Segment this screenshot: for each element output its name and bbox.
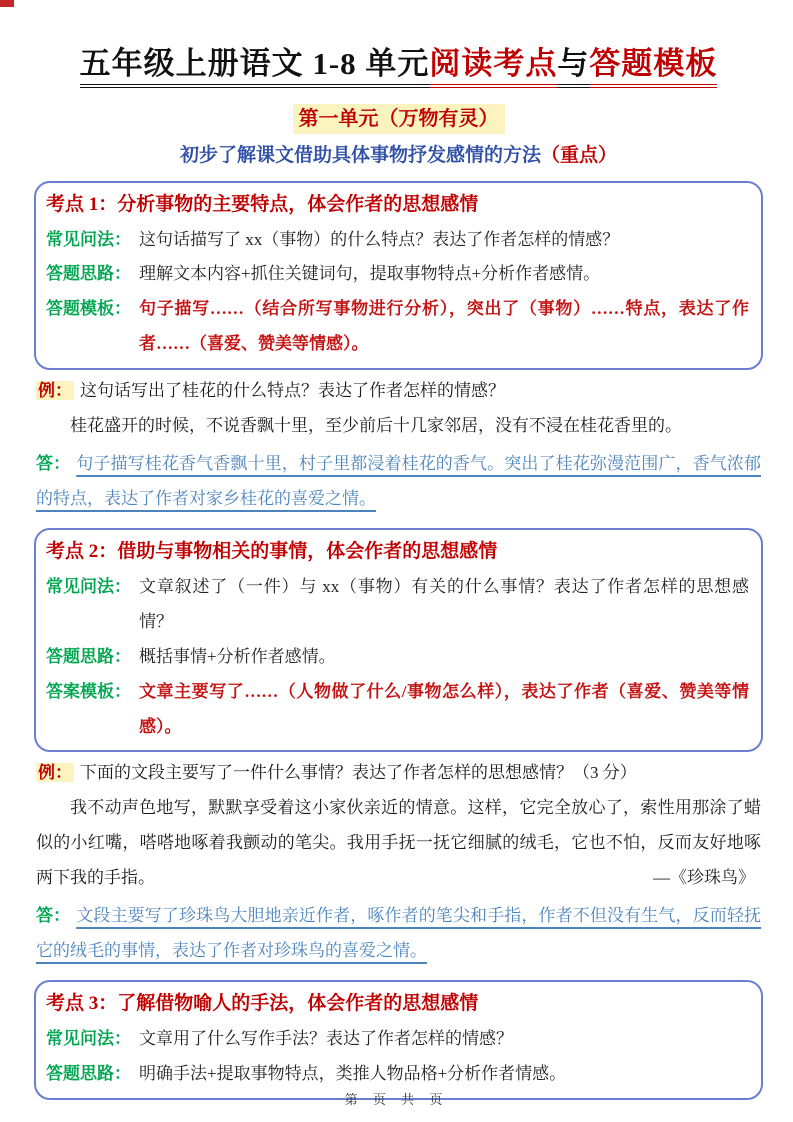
row-label: 答题思路： (46, 264, 131, 284)
row-text: 明确手法+提取事物特点，类推人物品格+分析作者情感。 (139, 1064, 567, 1084)
scan-corner-mark (0, 0, 14, 7)
answer-label: 答： (36, 905, 71, 925)
title-segment-red: 答题模板 (589, 46, 717, 88)
row-label: 常见问法： (46, 229, 131, 249)
example-1-answer (36, 446, 761, 517)
example-question-text: 这句话写出了桂花的什么特点？表达了作者怎样的情感？ (80, 381, 505, 400)
row-text: 文章用了什么写作手法？表达了作者怎样的情感？ (139, 1029, 513, 1049)
kaodian-2-row-template (46, 675, 749, 745)
kaodian-1-row-approach (46, 257, 749, 292)
unit-heading-text: 第一单元（万物有灵） (293, 104, 505, 134)
subtitle-emphasis: （重点） (541, 144, 618, 166)
kaodian-2-row-approach (46, 640, 749, 675)
example-2-passage (36, 791, 761, 896)
row-label: 答题模板： (46, 299, 131, 319)
row-text: 文章主要写了……（人物做了什么/事物怎么样），表达了作者（喜爱、赞美等情感）。 (139, 681, 749, 736)
row-text: 文章叙述了（一件）与 xx（事物）有关的什么事情？表达了作者怎样的思想感情？ (139, 577, 749, 631)
kaodian-3-row-approach (46, 1057, 749, 1092)
answer-text: 文段主要写了珍珠鸟大胆地亲近作者，啄作者的笔尖和手指，作者不但没有生气，反而轻抚它的绒毛的事情，表达了作者对珍珠鸟的喜爱之情。 (36, 905, 762, 961)
kaodian-1-row-template (46, 292, 749, 362)
example-2-question (36, 756, 761, 791)
example-label: 例： (38, 381, 72, 400)
row-text: 句子描写……（结合所写事物进行分析），突出了（事物）……特点，表达了作者……（喜爱、赞美等情感）。 (139, 299, 749, 354)
row-text: 这句话描写了 xx（事物）的什么特点？表达了作者怎样的情感？ (139, 229, 620, 249)
example-1-passage: 桂花盛开的时候，不说香飘十里，至少前后十几家邻居，没有不浸在桂花香里的。 (70, 415, 682, 435)
kaodian-box-2 (34, 528, 763, 752)
row-text: 概括事情+分析作者感情。 (139, 646, 336, 666)
row-label: 答案模板： (46, 681, 131, 701)
kaodian-box-3 (34, 980, 763, 1100)
subtitle-main: 初步了解课文借助具体事物抒发感情的方法 (179, 144, 541, 166)
passage-source-attribution: —《珍珠鸟》 (653, 867, 755, 887)
kaodian-2-row-question-types (46, 570, 749, 640)
kaodian-1-title: 考点 1：分析事物的主要特点，体会作者的思想感情 (46, 193, 479, 215)
example-question-text: 下面的文段主要写了一件什么事情？表达了作者怎样的思想感情？（3 分） (80, 763, 637, 783)
title-segment-red: 阅读考点 (429, 46, 557, 88)
title-segment-black: 与 (557, 46, 589, 88)
answer-label: 答： (36, 453, 71, 473)
answer-text: 句子描写桂花香气香飘十里，村子里都浸着桂花的香气。突出了桂花弥漫范围广，香气浓郁的特点，表达了作者对家乡桂花的喜爱之情。 (36, 453, 762, 509)
example-1 (36, 374, 761, 517)
kaodian-box-1 (34, 181, 763, 370)
kaodian-2-title: 考点 2：借助与事物相关的事情，体会作者的思想感情 (46, 541, 498, 563)
row-label: 答题思路： (46, 1064, 131, 1084)
kaodian-1-row-question-types (46, 223, 749, 258)
example-1-question (36, 374, 761, 409)
example-2-answer (36, 898, 761, 969)
example-passage-text: 我不动声色地写，默默享受着这小家伙亲近的情意。这样，它完全放心了，索性用那涂了蜡似的小红嘴，嗒嗒地啄着我颤动的笔尖。我用手抚一抚它细腻的绒毛，它也不怕，反而友好地啄两下我的手指。 (36, 798, 761, 887)
example-label: 例： (38, 763, 72, 783)
unit-heading (34, 104, 763, 134)
page-footer: 第 页 共 页 (344, 1092, 449, 1107)
row-label: 常见问法： (46, 577, 131, 597)
kaodian-3-row-question-types (46, 1022, 749, 1057)
title-segment-black: 五年级上册语文 1-8 单元 (80, 46, 430, 88)
kaodian-3-title: 考点 3：了解借物喻人的手法，体会作者的思想感情 (46, 993, 479, 1015)
document-title (34, 42, 763, 87)
row-label: 答题思路： (46, 646, 131, 666)
example-2 (36, 756, 761, 969)
unit-subtitle (34, 143, 763, 170)
row-label: 常见问法： (46, 1029, 131, 1049)
row-text: 理解文本内容+抓住关键词句，提取事物特点+分析作者感情。 (139, 264, 601, 284)
